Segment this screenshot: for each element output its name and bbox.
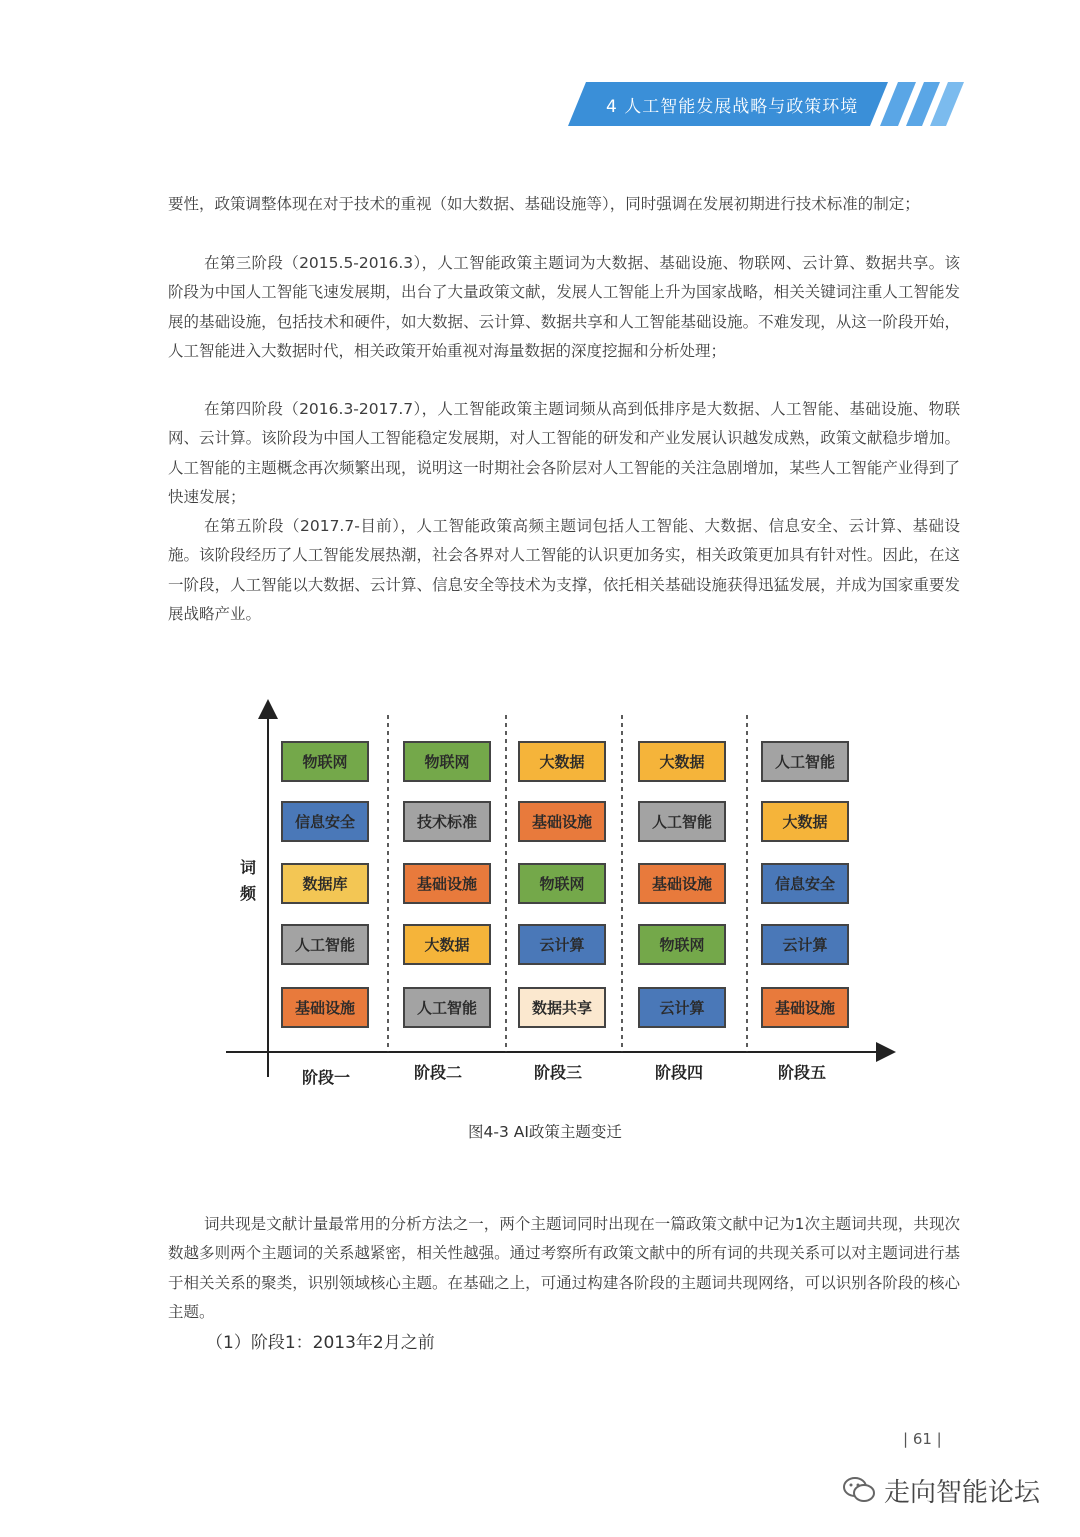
policy-theme-figure [220,695,910,1095]
watermark [842,1472,1040,1508]
term-box: 基础设施 [518,801,606,842]
body-paragraph: 在第五阶段（2017.7-目前），人工智能政策高频主题词包括人工智能、大数据、信息安全、云计算、基础设施。该阶段经历了人工智能发展热潮，社会各界对人工智能的认识更加务实，相关政策更加具有针对性。因此，在这一阶段，人工智能以大数据、云计算、信息安全等技术为支撑，依托相关基础设施获得迅猛发展，并成为国家重要发展战略产业。 [168,517,960,623]
term-box: 数据库 [281,863,369,904]
section-subheading: （1）阶段1：2013年2月之前 [206,1333,435,1353]
figure-caption: 图4-3 AI政策主题变迁 [468,1123,622,1141]
term-box: 基础设施 [403,863,491,904]
chapter-header-banner [568,82,968,126]
term-box: 基础设施 [761,987,849,1028]
term-box: 人工智能 [403,987,491,1028]
term-box: 云计算 [761,924,849,965]
term-box: 大数据 [638,741,726,782]
stage-label: 阶段五 [778,1063,827,1082]
term-box: 人工智能 [761,741,849,782]
wechat-icon [842,1475,876,1505]
stage-label: 阶段四 [655,1063,704,1082]
chapter-title: 4 人工智能发展战略与政策环境 [606,97,859,117]
term-box: 云计算 [638,987,726,1028]
term-box: 技术标准 [403,801,491,842]
body-paragraph: 词共现是文献计量最常用的分析方法之一，两个主题词同时出现在一篇政策文献中记为1次主题词共现，共现次数越多则两个主题词的关系越紧密，相关性越强。通过考察所有政策文献中的所有词的共现关系可以对主题词进行基于相关关系的聚类，识别领域核心主题。在基础之上，可通过构建各阶段的主题词共现网络，可以识别各阶段的核心主题。 [168,1215,960,1321]
watermark-text: 走向智能论坛 [884,1477,1041,1508]
term-box: 人工智能 [638,801,726,842]
term-box: 大数据 [761,801,849,842]
term-box: 人工智能 [281,924,369,965]
body-paragraph: 在第四阶段（2016.3-2017.7），人工智能政策主题词频从高到低排序是大数据、人工智能、基础设施、物联网、云计算。该阶段为中国人工智能稳定发展期，对人工智能的研发和产业发展认识越发成熟，政策文献稳步增加。人工智能的主题概念再次频繁出现，说明这一时期社会各阶层对人工智能的关注急剧增加，某些人工智能产业得到了快速发展； [168,400,960,506]
y-axis-label: 词频 [240,858,257,903]
term-box: 云计算 [518,924,606,965]
term-box: 基础设施 [281,987,369,1028]
stage-label: 阶段三 [534,1063,583,1082]
term-box: 信息安全 [761,863,849,904]
term-box: 大数据 [518,741,606,782]
term-box: 物联网 [638,924,726,965]
body-paragraph: 要性，政策调整体现在对于技术的重视（如大数据、基础设施等），同时强调在发展初期进行技术标准的制定； [168,195,920,213]
term-box: 物联网 [518,863,606,904]
stage-label: 阶段二 [414,1063,463,1082]
term-box: 基础设施 [638,863,726,904]
stage-label: 阶段一 [302,1068,351,1087]
term-box: 大数据 [403,924,491,965]
term-box: 数据共享 [518,987,606,1028]
page-number: | 61 | [903,1430,942,1448]
term-box: 物联网 [281,741,369,782]
body-paragraph: 在第三阶段（2015.5-2016.3），人工智能政策主题词为大数据、基础设施、物联网、云计算、数据共享。该阶段为中国人工智能飞速发展期，出台了大量政策文献，发展人工智能上升为国家战略，相关关键词注重人工智能发展的基础设施，包括技术和硬件，如大数据、云计算、数据共享和人工智能基础设施。不难发现，从这一阶段开始，人工智能进入大数据时代，相关政策开始重视对海量数据的深度挖掘和分析处理； [168,254,960,360]
term-box: 信息安全 [281,801,369,842]
term-box: 物联网 [403,741,491,782]
